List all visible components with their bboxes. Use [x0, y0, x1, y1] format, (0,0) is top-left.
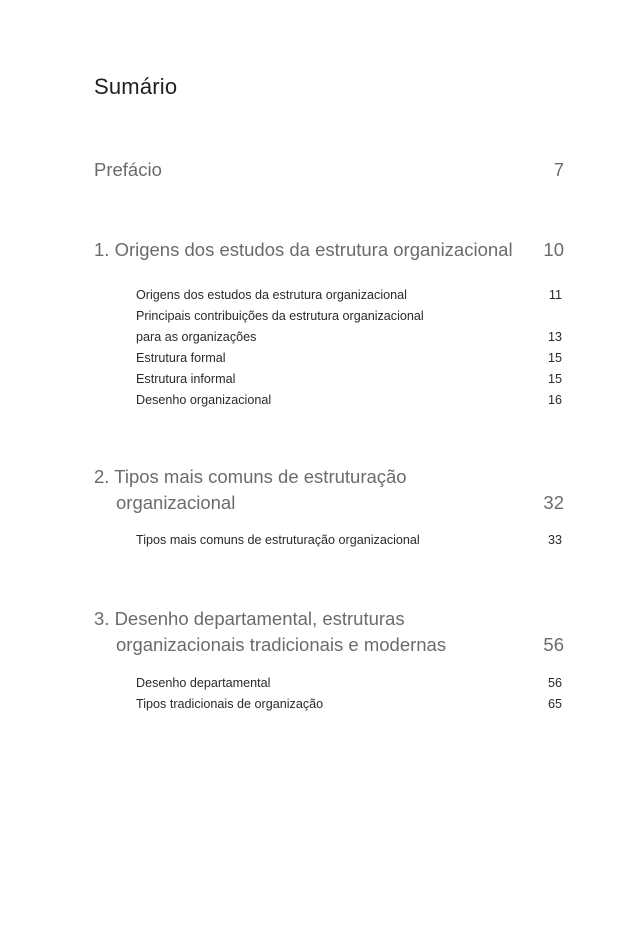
- section-entry[interactable]: [136, 306, 564, 327]
- section-entry[interactable]: [136, 369, 564, 390]
- chapter-2-sections: [136, 530, 564, 551]
- section-label: Tipos mais comuns de estruturação organizacional: [136, 533, 420, 547]
- section-page: 13: [547, 330, 562, 344]
- section-page: 15: [547, 372, 562, 386]
- toc-entry-page: 7: [553, 159, 564, 180]
- toc-entry-label: Prefácio: [94, 159, 162, 180]
- toc-chapter-2[interactable]: [94, 464, 564, 516]
- section-page: 15: [547, 351, 562, 365]
- toc-chapter-1[interactable]: [94, 237, 564, 263]
- section-entry[interactable]: [136, 327, 564, 348]
- toc-entry-preface[interactable]: [94, 157, 564, 183]
- section-entry[interactable]: [136, 285, 564, 306]
- section-page: 11: [548, 288, 562, 302]
- chapter-page: 56: [543, 634, 564, 655]
- toc-chapter-3[interactable]: [94, 606, 564, 658]
- chapter-title-line-1: 2. Tipos mais comuns de estruturação: [94, 466, 407, 487]
- section-label: Tipos tradicionais de organização: [136, 697, 324, 711]
- section-entry[interactable]: [136, 694, 564, 715]
- section-label: para as organizações: [136, 330, 257, 344]
- chapter-title-line-2: organizacional: [116, 492, 236, 513]
- section-entry[interactable]: [136, 348, 564, 369]
- section-label: Origens dos estudos da estrutura organizacional: [136, 288, 407, 302]
- chapter-title-line-2: organizacionais tradicionais e modernas: [116, 634, 447, 655]
- section-page: 65: [547, 697, 562, 711]
- chapter-1-sections: [136, 285, 564, 411]
- section-entry[interactable]: [136, 530, 564, 551]
- section-label: Estrutura informal: [136, 372, 236, 386]
- chapter-page: 32: [543, 492, 564, 513]
- chapter-title-line-1: 3. Desenho departamental, estruturas: [94, 608, 405, 629]
- chapter-page: 10: [543, 239, 564, 260]
- section-label: Estrutura formal: [136, 351, 226, 365]
- chapter-3-sections: [136, 673, 564, 715]
- section-page: 56: [547, 676, 562, 690]
- section-entry[interactable]: [136, 390, 564, 411]
- page-title: Sumário: [94, 74, 178, 99]
- section-label: Desenho organizacional: [136, 393, 272, 407]
- chapter-title: 1. Origens dos estudos da estrutura organizacional: [94, 239, 513, 260]
- section-page: 16: [547, 393, 562, 407]
- section-entry[interactable]: [136, 673, 564, 694]
- section-label: Principais contribuições da estrutura organizacional: [136, 309, 424, 323]
- section-label: Desenho departamental: [136, 676, 271, 690]
- section-page: 33: [547, 533, 562, 547]
